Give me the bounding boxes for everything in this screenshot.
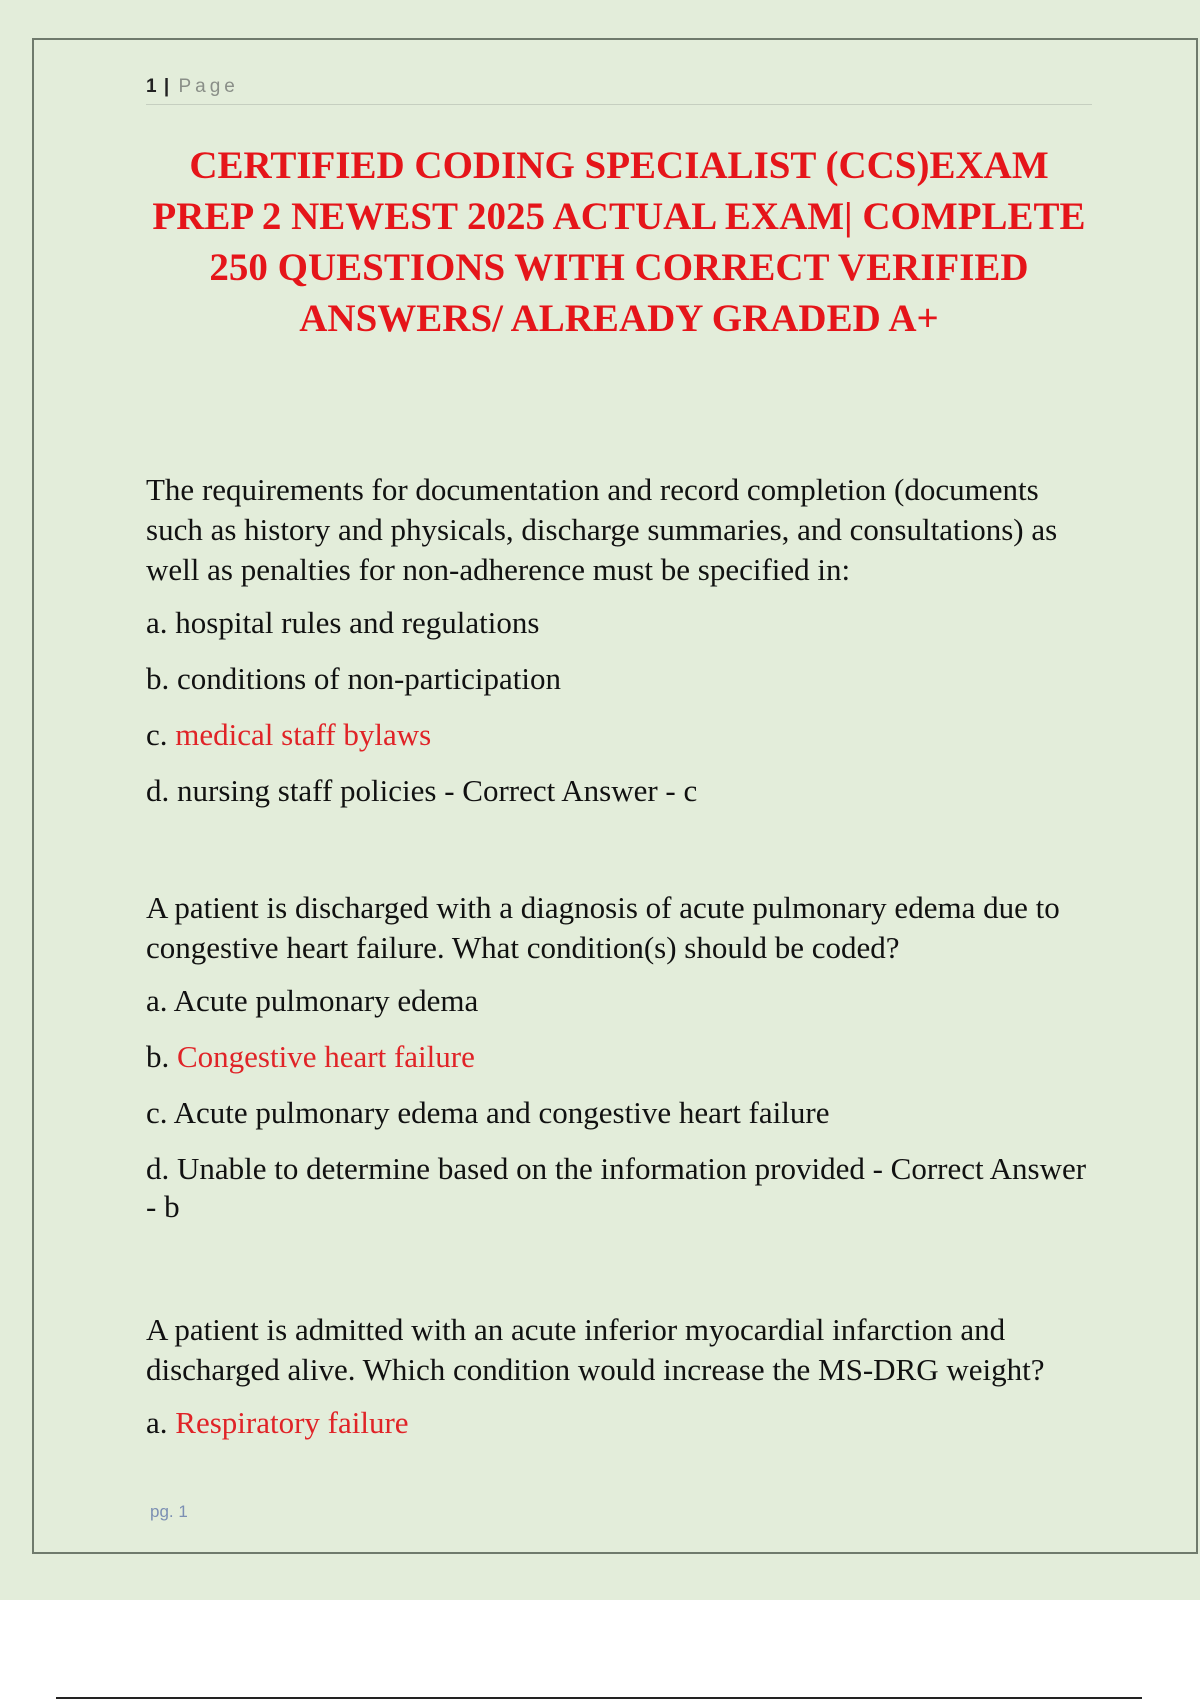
correct-option-text: Respiratory failure [175,1405,409,1440]
answer-option [146,604,1092,642]
option-letter: c. [146,717,168,752]
answer-option-correct [146,716,1092,754]
document-title: CERTIFIED CODING SPECIALIST (CCS)EXAM PREP 2 NEWEST 2025 ACTUAL EXAM| COMPLETE 250 QUESTIONS WITH CORRECT VERIFIED ANSWERS/ ALREADY GRADED A+ [152,144,1086,340]
option-letter: b. [146,661,170,696]
header-page-word: Page [178,76,239,97]
option-letter: a. [146,983,168,1018]
answer-option-correct [146,1038,1092,1076]
correct-option-text: medical staff bylaws [175,717,432,752]
option-text: hospital rules and regulations [175,605,540,640]
option-letter: b. [146,1039,170,1074]
question-block-1 [146,470,1092,810]
correct-option-text: Congestive heart failure [177,1039,475,1074]
page-header [146,70,1092,105]
answer-option [146,772,1092,810]
question-block-2 [146,888,1092,1226]
option-letter: a. [146,605,168,640]
header-separator: | [163,76,170,97]
option-letter: d. [146,1151,170,1186]
option-text: Acute pulmonary edema [173,983,479,1018]
question-block-3 [146,1310,1092,1442]
option-text: Unable to determine based on the information provided - Correct Answer - b [146,1151,1087,1224]
option-letter: d. [146,773,170,808]
question-stem: A patient is discharged with a diagnosis of acute pulmonary edema due to congestive heart failure. What condition(s) should be coded? [146,890,1060,965]
header-page-number: 1 [146,76,157,97]
option-text: nursing staff policies - Correct Answer - c [177,773,698,808]
question-stem: A patient is admitted with an acute inferior myocardial infarction and discharged alive. Which condition would increase the MS-DRG weight? [146,1312,1045,1387]
answer-option [146,1094,1092,1132]
option-text: conditions of non-participation [177,661,561,696]
footer-page-label: pg. 1 [150,1502,188,1521]
answer-option [146,1150,1092,1226]
option-letter: c. [146,1095,168,1130]
option-text: Acute pulmonary edema and congestive heart failure [173,1095,830,1130]
question-stem: The requirements for documentation and record completion (documents such as history and physicals, discharge summaries, and consultations) as well as penalties for non-adherence must be specified in: [146,472,1058,587]
option-letter: a. [146,1405,168,1440]
answer-option [146,660,1092,698]
answer-option [146,982,1092,1020]
bottom-divider [56,1697,1142,1699]
answer-option-correct [146,1404,1092,1442]
